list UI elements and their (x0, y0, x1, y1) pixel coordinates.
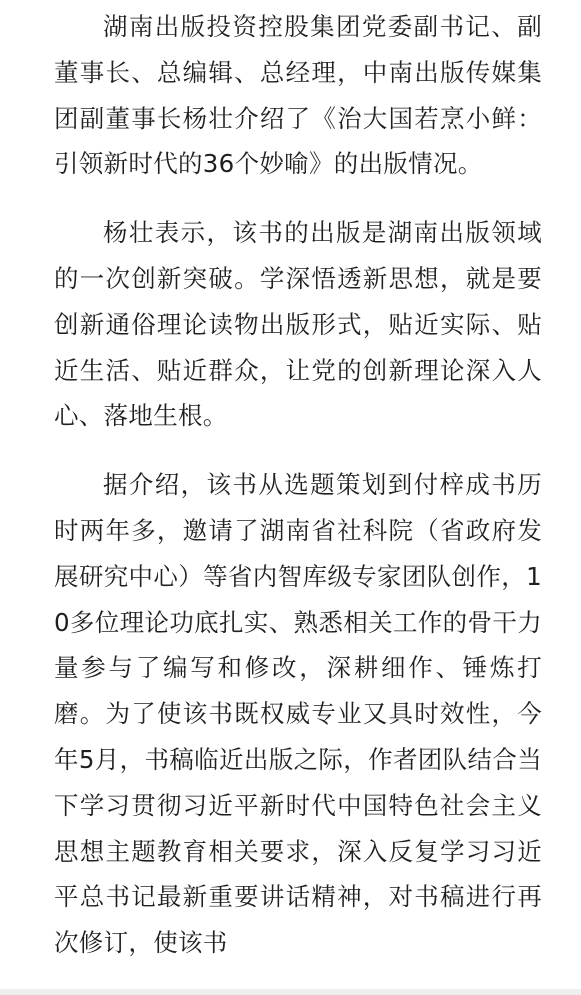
article-body (54, 4, 542, 989)
bottom-divider (0, 989, 581, 995)
paragraph-3: 据介绍，该书从选题策划到付梓成书历时两年多，邀请了湖南省社科院（省政府发展研究中心）等省内智库级专家团队创作，10多位理论功底扎实、熟悉相关工作的骨干力量参与了编写和修改，深耕细作、锤炼打磨。为了使该书既权威专业又具时效性，今年5月，书稿临近出版之际，作者团队结合当下学习贯彻习近平新时代中国特色社会主义思想主题教育相关要求，深入反复学习习近平总书记最新重要讲话精神，对书稿进行再次修订，使该书 (54, 470, 542, 958)
paragraph-2: 杨壮表示，该书的出版是湖南出版领域的一次创新突破。学深悟透新思想，就是要创新通俗理论读物出版形式，贴近实际、贴近生活、贴近群众，让党的创新理论深入人心、落地生根。 (54, 218, 542, 431)
paragraph-1: 湖南出版投资控股集团党委副书记、副董事长、总编辑、总经理，中南出版传媒集团副董事长杨壮介绍了《治大国若烹小鲜：引领新时代的36个妙喻》的出版情况。 (54, 12, 542, 179)
